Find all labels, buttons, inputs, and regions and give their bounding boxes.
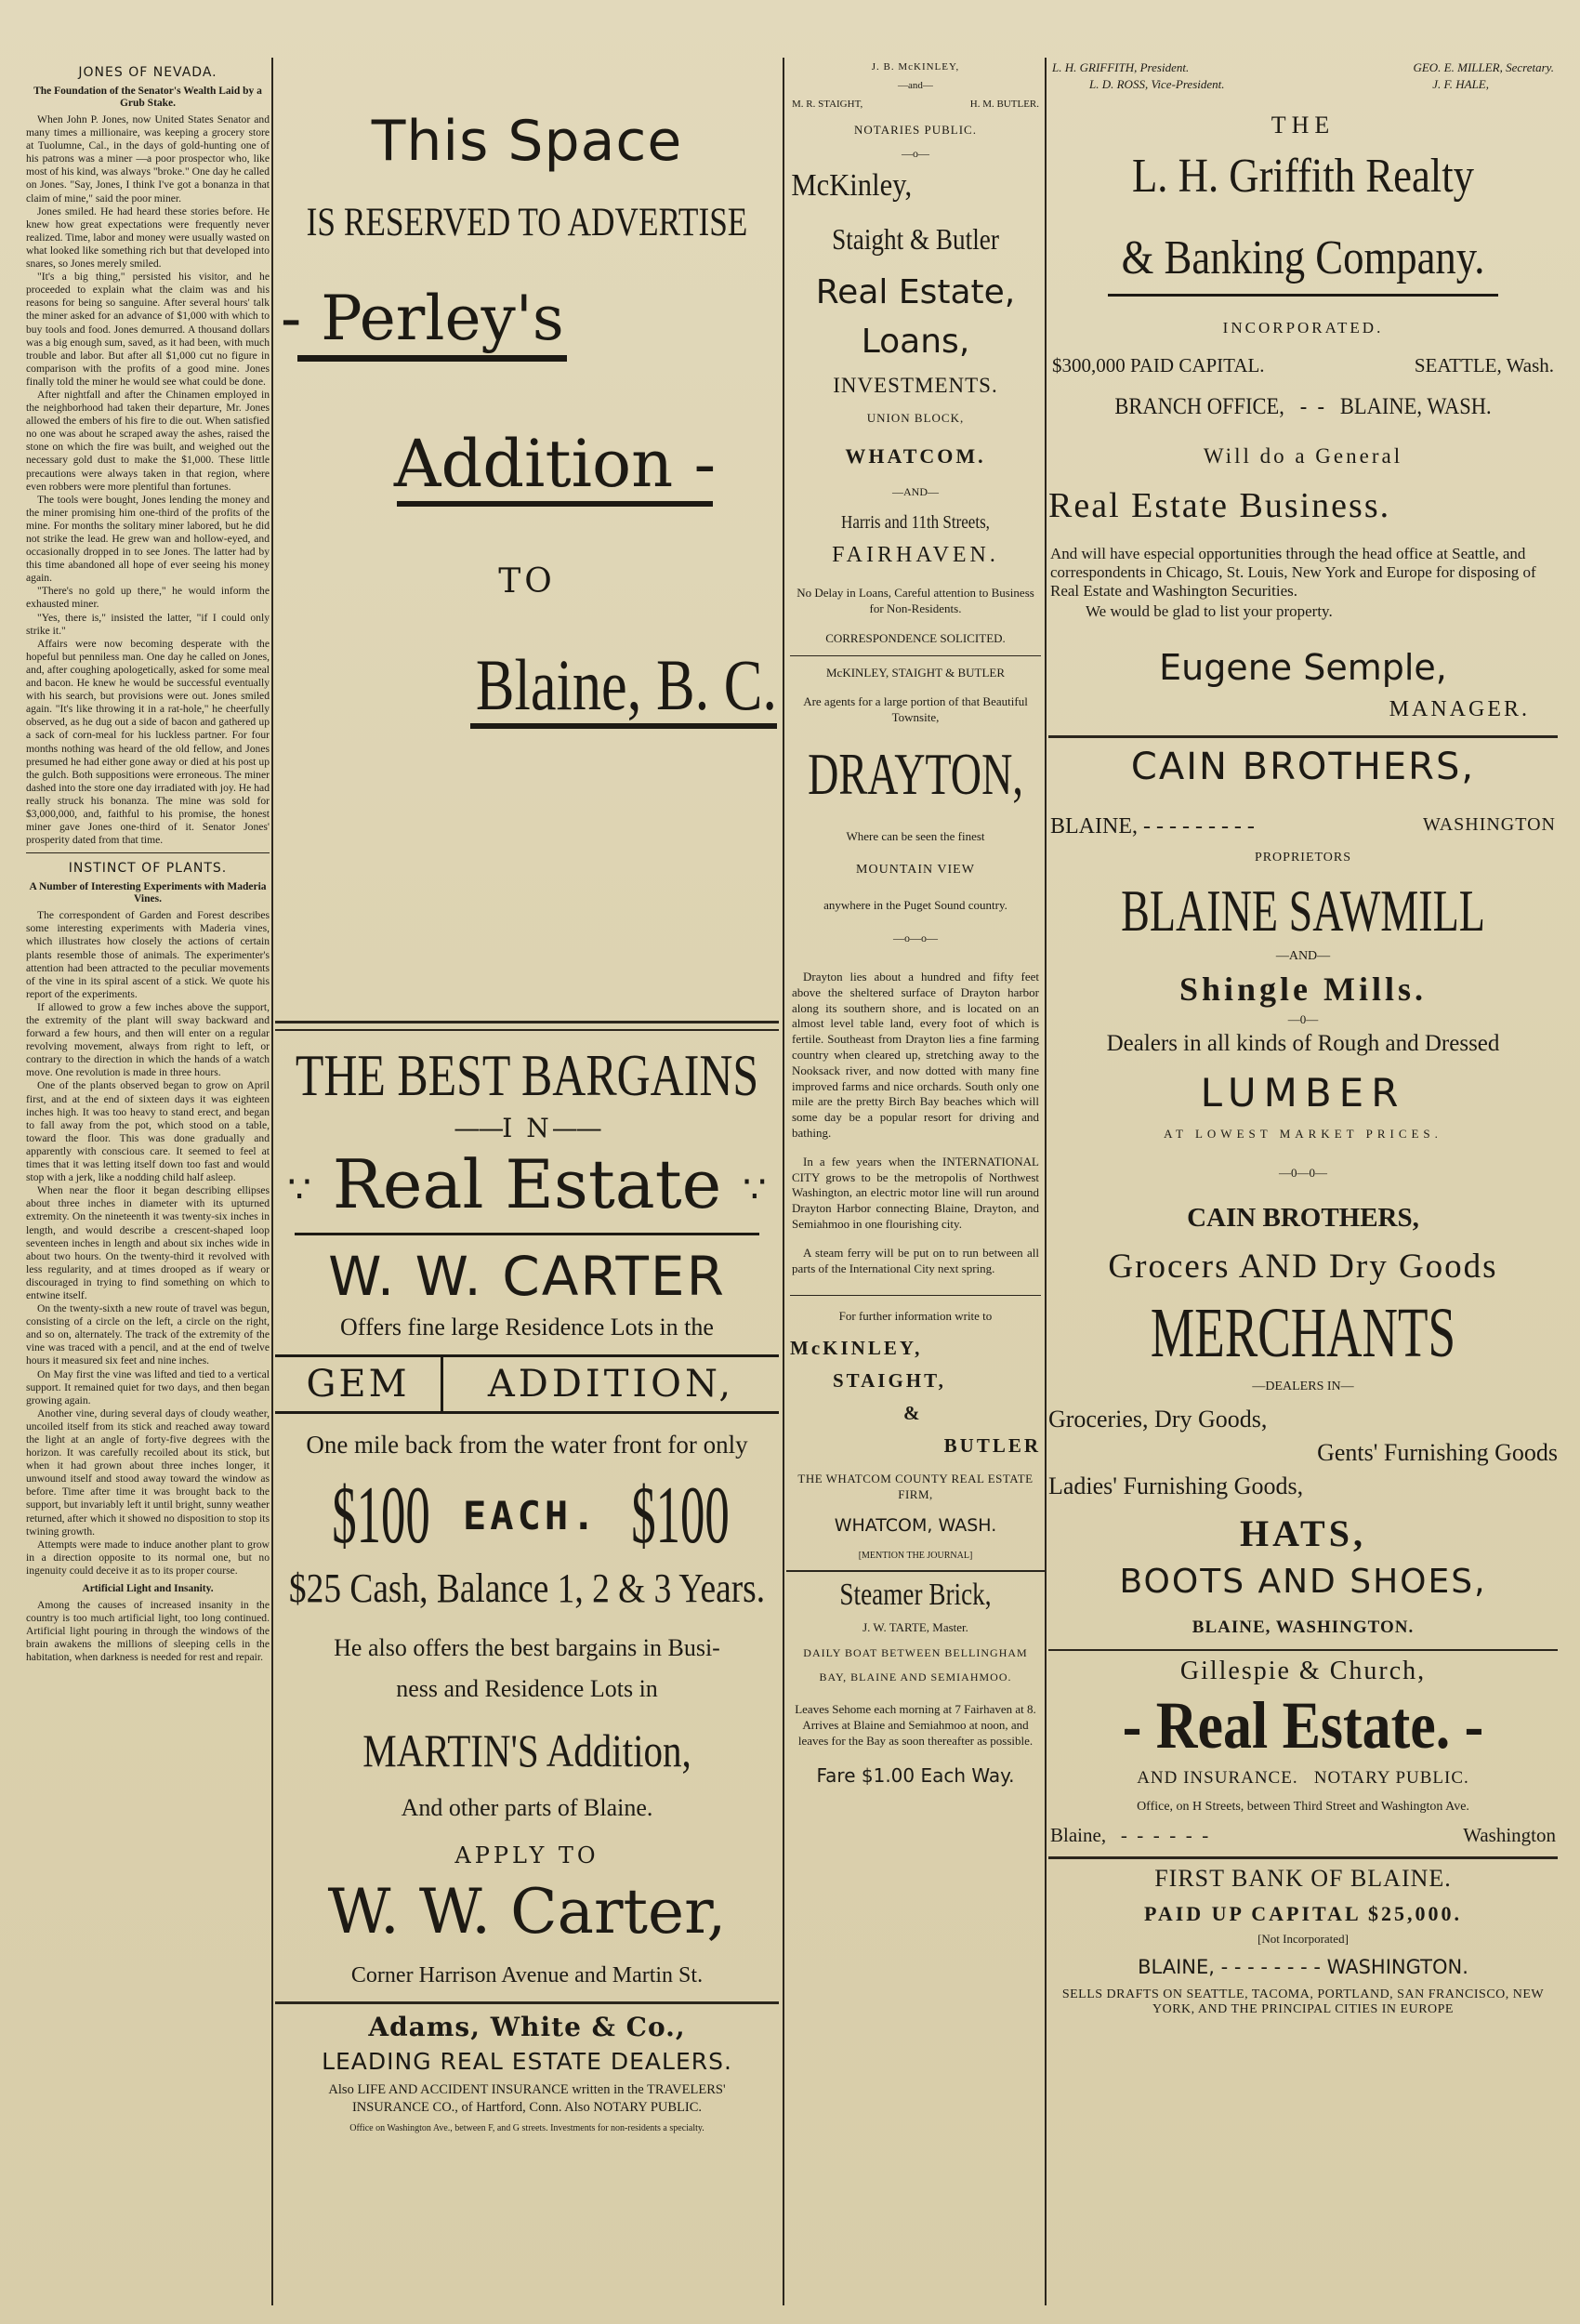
divider xyxy=(297,355,567,362)
divider xyxy=(1048,1649,1558,1651)
ad-text: Groceries, Dry Goods, xyxy=(1048,1406,1268,1433)
ad-heading: FAIRHAVEN. xyxy=(832,543,999,567)
ad-text: BLAINE, WASHINGTON. xyxy=(1192,1618,1415,1637)
ad-heading: Shingle Mills. xyxy=(1178,971,1428,1008)
ad-text: APPLY TO xyxy=(454,1842,599,1868)
paragraph: Among the causes of increased insanity in the country is too much artificial light, too long continued. Artificial light pouring in through the windows of the brain awakens the millions of sleeping cells in the habitation, when darkness is needed for rest and repair. xyxy=(26,1599,270,1664)
ad-heading: Eugene Semple, xyxy=(1159,647,1447,688)
carter-ad xyxy=(275,1042,779,1988)
ad-text: WASHINGTON xyxy=(1423,814,1556,835)
each-text: EACH. xyxy=(463,1493,599,1538)
ad-text: INCORPORATED. xyxy=(1222,319,1384,337)
ad-text: And other parts of Blaine. xyxy=(401,1794,653,1821)
ad-text: —AND— xyxy=(892,485,939,498)
ad-heading: L. H. Griffith Realty xyxy=(1131,150,1475,203)
ad-text-row xyxy=(1048,814,1558,839)
ad-text: In a few years when the INTERNATIONAL CITY grows to be the metropolis of Northwest Washington, an electric motor line will run around Drayton Harbor connecting Blaine, Drayton, and Semiahmoo in one flourishing city. xyxy=(792,1154,1039,1231)
divider xyxy=(1048,1856,1558,1859)
advert-column xyxy=(1048,58,1558,2305)
ad-text: He also offers the best bargains in Busi- xyxy=(334,1634,720,1661)
cain-brothers-ad xyxy=(1048,746,1558,1638)
ad-text: M. R. STAIGHT, xyxy=(792,99,863,110)
article-subhead: The Foundation of the Senator's Wealth Laid by a Grub Stake. xyxy=(33,86,262,109)
divider xyxy=(786,1570,1045,1572)
article-subhead: A Number of Interesting Experiments with Maderia Vines. xyxy=(29,881,267,905)
ad-heading: Harris and 11th Streets, xyxy=(841,512,990,533)
first-bank-ad xyxy=(1048,1865,1558,2017)
ad-heading: WHATCOM. xyxy=(845,444,986,468)
price-row xyxy=(275,1459,779,1563)
mckinley-ad xyxy=(786,61,1045,1561)
ornament-icon: ∵ xyxy=(743,1169,767,1211)
paragraph: One of the plants observed began to grow on April first, and at the end of sixteen days it was eighteen inches high. It was too heavy to stand erect, and began to fall away from the pot, which stood on a table, toward the floor. This was done gradually and apparently with conscious care. It seemed to feel at times that it was letting itself down too fast and would stop with a jerk, like a nodding child half asleep. xyxy=(26,1079,270,1184)
paragraph: "It's a big thing," persisted his visitor, and he proceeded to explain what the claim was and his reasons for being so sanguine. After several hours' talk the miner asked for an advance of $1,000 with which to buy tools and food. Jones demurred. A thousand dollars was a big enough sum, saved, as it had been, with much trouble and labor. But after all $1,000 cut no figure in comparison with the profits of a good mine. Jones finally told the miner he would see what could be done. xyxy=(26,271,270,388)
ad-heading: HATS, xyxy=(1240,1512,1366,1554)
news-column xyxy=(26,58,270,2305)
ornament-icon: ∵ xyxy=(287,1169,311,1211)
ad-heading: BLAINE, - - - - - - - - WASHINGTON. xyxy=(1138,1956,1468,1978)
ad-heading: LEADING REAL ESTATE DEALERS. xyxy=(322,2048,732,2075)
column-rule xyxy=(1045,58,1047,2305)
ad-heading: Fare $1.00 Each Way. xyxy=(816,1763,1015,1787)
ad-heading: Real Estate, xyxy=(815,273,1016,311)
ad-text: We would be glad to list your property. xyxy=(1086,602,1333,620)
ad-heading: Real Estate xyxy=(332,1145,722,1223)
ad-text: SELLS DRAFTS ON SEATTLE, TACOMA, PORTLAND, SAN FRANCISCO, NEW YORK, AND THE PRINCIPAL CITIES IN EUROPE xyxy=(1061,1987,1545,2016)
ad-text: Offers fine large Residence Lots in the xyxy=(340,1314,714,1340)
ad-text: —DEALERS IN— xyxy=(1252,1380,1354,1393)
ad-heading: BLAINE SAWMILL xyxy=(1121,878,1485,944)
ad-heading-wrap xyxy=(275,644,779,729)
divider xyxy=(295,1233,759,1235)
ad-heading: Grocers AND Dry Goods xyxy=(1108,1248,1498,1286)
ad-heading: & xyxy=(903,1402,920,1425)
ad-heading: Loans, xyxy=(861,323,970,361)
advert-column xyxy=(786,58,1045,2305)
ad-heading: CAIN BROTHERS, xyxy=(1187,1203,1419,1233)
ad-heading: Addition - xyxy=(393,426,717,502)
column-rule xyxy=(783,58,784,2305)
ad-heading: W. W. Carter, xyxy=(327,1876,727,1948)
ad-text: —o— xyxy=(902,147,929,160)
gillespie-church-ad xyxy=(1048,1657,1558,1847)
ad-heading: WHATCOM, WASH. xyxy=(834,1515,997,1537)
paragraph: When near the floor it began describing ellipses about three inches in diameter with its upturned extremity. On the nineteenth it was twenty-six inches in length, and would describe a crescent-shaped loop seventeen inches in length and about six inches wide in about two hours. On the twenty-third it revolved with less regularity, and at times drooped as if weary or discouraged in trying to find something on which to entwine itself. xyxy=(26,1184,270,1301)
ad-heading: - Perley's xyxy=(281,283,564,354)
perleys-addition-ad xyxy=(275,58,779,1015)
ad-text: Also LIFE AND ACCIDENT INSURANCE written in the TRAVELERS' xyxy=(328,2082,726,2097)
paragraph: The tools were bought, Jones lending the money and the miner promising him one-third of the profits of the mine. For months the solitary miner labored, but he did not strike the lead. He grew wan and hollow-eyed, and occasionally dropped in to see Jones. The latter had by this time abandoned all hope of ever seeing his money again. xyxy=(26,493,270,585)
ad-text: J. B. McKINLEY, xyxy=(871,61,960,73)
ad-text: [MENTION THE JOURNAL] xyxy=(858,1551,973,1562)
ad-terms: $25 Cash, Balance 1, 2 & 3 Years. xyxy=(288,1565,766,1611)
paragraph: When John P. Jones, now United States Senator and many times a millionaire, was keeping a grocery store at Tuolumne, Cal., in the days of gold-hunting one of his patrons was a miner —a poor prospector who, like most of his kind, was always "broke." One day he called on Jones. "Say, Jones, I think I've got a bonanza in that claim of mine," said the poor miner. xyxy=(26,113,270,205)
ad-text-row xyxy=(1048,354,1558,377)
ad-heading-wrap xyxy=(275,427,779,507)
ad-text: Leaves Sehome each morning at 7 Fairhaven at 8. Arrives at Blaine and Semiahmoo at noon, and leaves for the Bay as soon thereafter as possible. xyxy=(795,1702,1036,1748)
ad-text-row xyxy=(786,99,1045,110)
ad-text: —o—o— xyxy=(893,931,938,944)
ad-text: Are agents for a large portion of that Beautiful Townsite, xyxy=(803,694,1028,724)
divider xyxy=(1048,735,1558,738)
ad-heading: STAIGHT, xyxy=(833,1369,946,1393)
ad-heading: & Banking Company. xyxy=(1121,231,1485,284)
article-body xyxy=(26,1599,270,1664)
ad-heading: TO xyxy=(498,562,556,601)
paragraph: On May first the vine was lifted and tied to a vertical support. It remained quiet for two days, and then began growing again. xyxy=(26,1367,270,1406)
ad-heading: FIRST BANK OF BLAINE. xyxy=(1154,1865,1452,1892)
advert-column xyxy=(275,58,779,2305)
ad-text: Blaine, - - - - - - xyxy=(1050,1824,1209,1846)
ad-text: [Not Incorporated] xyxy=(1257,1932,1349,1946)
paragraph: Jones smiled. He had heard these stories before. He knew how great expectations were frequently never realized. Time, labor and money were usually wasted on what looked like something rich but that developed into snares, so Jones merely smiled. xyxy=(26,205,270,271)
ad-heading: - Real Estate. - xyxy=(1122,1688,1484,1763)
ad-text: AT LOWEST MARKET PRICES. xyxy=(1164,1127,1442,1141)
ad-text: DAILY BOAT BETWEEN BELLINGHAM BAY, BLAINE AND SEMIAHMOO. xyxy=(803,1646,1028,1684)
ad-text: A steam ferry will be put on to run between all parts of the International City next spring. xyxy=(792,1245,1039,1275)
ad-heading: Staight & Butler xyxy=(832,222,999,256)
ad-heading: BUTLER xyxy=(943,1434,1041,1458)
gem-addition-box xyxy=(275,1354,779,1414)
article-headline: INSTINCT OF PLANTS. xyxy=(68,861,228,877)
divider xyxy=(275,1021,779,1023)
ad-text: Washington xyxy=(1463,1824,1556,1846)
ad-heading-row xyxy=(275,1145,779,1229)
ad-text: PROPRIETORS xyxy=(1254,851,1352,865)
paragraph: If allowed to grow a few inches above the support, the extremity of the plant will sway backward and forward a few hours, and then will enter on a regular revolving movement, always from right to left, or contrary to the direction in which the hands of a watch move. One revolution is made in three hours. xyxy=(26,1000,270,1079)
ad-text: —0—0— xyxy=(1279,1166,1327,1180)
adams-white-ad xyxy=(275,2012,779,2133)
ad-text: Where can be seen the finest xyxy=(846,829,985,843)
article-headline: JONES OF NEVADA. xyxy=(78,65,217,80)
ad-text: $300,000 PAID CAPITAL. xyxy=(1052,354,1265,376)
ad-heading: MARTIN'S Addition, xyxy=(362,1724,691,1776)
ad-heading: McKINLEY, xyxy=(790,1337,923,1360)
paragraph: Another vine, during several days of cloudy weather, uncoiled itself from its stick and reached away toward the light at an angle of forty-five degrees with the horizon. It was carefully recoiled about its stick, but when it had grown about three inches longer, it unwound itself and stood away toward the window as before. Time after time it was brought back to the support, but invariably left it until bright, sunny weather returned, after which it showed no disposition to stop its twining growth. xyxy=(26,1406,270,1538)
ad-text: anywhere in the Puget Sound country. xyxy=(823,898,1007,912)
divider xyxy=(790,655,1041,656)
ad-text: —and— xyxy=(898,80,933,91)
article-body xyxy=(26,909,270,1578)
ad-text: H. M. BUTLER. xyxy=(969,99,1039,110)
ad-text: Gents' Furnishing Goods xyxy=(1317,1439,1558,1466)
ad-text: UNION BLOCK, xyxy=(866,411,965,425)
officer: GEO. E. MILLER, Secretary. xyxy=(1413,60,1554,74)
divider xyxy=(790,1295,1041,1296)
paragraph: Affairs were now becoming desperate with the hopeful but penniless man. One day he called on Jones, and, after coughing apologetically, asked for some meal and bacon. He knew he would be successful eventually with his search, but provisions were out. Jones smiled again. "It's like throwing it in a rat-hole," he cheerfully observed, as he dug out a side of bacon and gathered up a sack of corn-meal for his luckless partner. For four months nothing was heard of the old fellow, and Jones presumed he had either gone away or died at his post up the gulch. Both suppositions were erroneous. The miner dashed into the store one day irradiated with joy. He had really struck his bonanza. The mine was sold for $3,000,000, and, faithful to his promise, the honest miner gave Jones one-third of it. Senator Jones' prosperity dated from that time. xyxy=(26,637,270,847)
officer: L. D. ROSS, Vice-President. xyxy=(1089,77,1225,91)
article-body xyxy=(26,113,270,847)
ad-heading: IS RESERVED TO ADVERTISE xyxy=(306,201,748,244)
ad-heading: INVESTMENTS. xyxy=(833,374,998,397)
divider xyxy=(275,1029,779,1031)
ad-heading: Gillespie & Church, xyxy=(1179,1657,1427,1685)
ad-text: INSURANCE CO., of Hartford, Conn. Also NOTARY PUBLIC. xyxy=(351,2100,703,2115)
ad-heading: Adams, White & Co., xyxy=(368,2012,686,2042)
ad-heading: W. W. CARTER xyxy=(328,1245,726,1308)
officers-right xyxy=(1413,59,1554,93)
in-text: I N xyxy=(502,1113,552,1143)
column-rule xyxy=(271,58,273,2305)
ad-text: Dealers in all kinds of Rough and Dressed xyxy=(1106,1031,1500,1056)
ad-heading: BOOTS AND SHOES, xyxy=(1119,1563,1487,1601)
ad-text: MOUNTAIN VIEW xyxy=(856,863,975,877)
divider xyxy=(26,852,270,853)
ad-heading: Real Estate Business. xyxy=(1048,486,1391,525)
ad-text: —0— xyxy=(1287,1012,1319,1026)
ad-subheading: ——I N—— xyxy=(454,1113,600,1143)
ad-text: —AND— xyxy=(1275,949,1331,963)
ad-text: BRANCH OFFICE, - - BLAINE, WASH. xyxy=(1114,394,1492,419)
ad-text: For further information write to xyxy=(838,1309,993,1324)
ad-text: AND INSURANCE. NOTARY PUBLIC. xyxy=(1137,1768,1469,1788)
ad-heading: DRAYTON, xyxy=(808,741,1023,807)
ad-text: CORRESPONDENCE SOLICITED. xyxy=(825,631,1006,645)
griffith-ad xyxy=(1048,59,1558,722)
ad-heading: McKinley, xyxy=(791,168,913,203)
officers-row xyxy=(1048,59,1558,93)
ad-heading: MERCHANTS xyxy=(1150,1294,1456,1372)
gem-text: GEM xyxy=(275,1357,443,1411)
paragraph: Attempts were made to induce another plant to grow in a direction opposite to its normal one, but no ingenuity could deceive it as to its proper course. xyxy=(26,1538,270,1577)
ad-text-row xyxy=(1048,1824,1558,1847)
ad-text: Corner Harrison Avenue and Martin St. xyxy=(350,1963,704,1987)
ad-text: MANAGER. xyxy=(1389,697,1530,721)
ad-heading-wrap xyxy=(275,283,779,362)
ad-heading: PAID UP CAPITAL $25,000. xyxy=(1144,1902,1462,1925)
ad-text: And will have especial opportunities through the head office at Seattle, and correspondents in Chicago, St. Louis, New York and Europe for disposing of Real Estate and Washington Securities. xyxy=(1050,545,1536,600)
divider xyxy=(1108,294,1498,297)
ad-text: Will do a General xyxy=(1203,444,1403,468)
paragraph: "There's no gold up there," he would inform the exhausted miner. xyxy=(26,585,270,611)
ad-text: Drayton lies about a hundred and fifty feet above the sheltered surface of Drayton harbor along its southern shore, and is located on an almost level table land, every foot of which is fertile. Southeast from Drayton lies a fine farming country when cleared up, stretching away to the Nooksack river, and now dotted with many fine improved farms and nice orchards. South only one mile are the pretty Birch Bay beaches which will some day be a popular resort for driving and bathing. xyxy=(792,970,1039,1140)
ad-heading: Blaine, B. C. xyxy=(475,644,777,725)
ad-text: Office on Washington Ave., between F, and G streets. Investments for non-residents a specialty. xyxy=(349,2123,704,2133)
ad-text: Ladies' Furnishing Goods, xyxy=(1048,1472,1304,1499)
price-left: $100 xyxy=(332,1471,430,1561)
ad-text: THE WHATCOM COUNTY REAL ESTATE FIRM, xyxy=(797,1472,1034,1502)
ad-heading: THE BEST BARGAINS xyxy=(295,1042,759,1108)
addition-text: ADDITION, xyxy=(487,1363,735,1406)
ad-text: ness and Residence Lots in xyxy=(396,1675,658,1702)
officer: L. H. GRIFFITH, President. xyxy=(1052,60,1190,74)
ad-text: THE xyxy=(1271,112,1336,139)
ad-text: Office, on H Streets, between Third Street and Washington Ave. xyxy=(1137,1800,1469,1814)
ad-heading: This Space xyxy=(371,109,683,174)
ad-text: J. W. TARTE, Master. xyxy=(862,1620,968,1635)
paragraph: "Yes, there is," insisted the latter, "if I could only strike it." xyxy=(26,611,270,637)
ad-heading: Steamer Brick, xyxy=(839,1578,992,1613)
ad-text: No Delay in Loans, Careful attention to Business for Non-Residents. xyxy=(797,586,1034,615)
divider xyxy=(275,2001,779,2004)
ad-text: SEATTLE, Wash. xyxy=(1414,354,1554,376)
article-subhead: Artificial Light and Insanity. xyxy=(82,1583,214,1595)
ad-heading: CAIN BROTHERS, xyxy=(1130,746,1476,788)
paragraph: After nightfall and after the Chinamen employed in the neighborhood had taken their departure, Mr. Jones allowed the embers of his fire to die out. When satisfied no one was about he scraped away the ashes, raised the stone on which the fire was built, and weighed out the necessary gold dust to make the $1,000. These little precautions were always taken in that region, where even robbers were more plentiful than fortunes. xyxy=(26,388,270,493)
ad-text: BLAINE, - - - - - - - - - xyxy=(1050,814,1255,838)
ad-text: McKINLEY, STAIGHT & BUTLER xyxy=(825,666,1006,680)
paragraph: The correspondent of Garden and Forest describes some interesting experiments with Maderia vines, which illustrates how closely the actions of certain plants resemble those of animals. The experimenter's attention had been attracted to the peculiar movements of the vine in its spiral ascent of a stick. We quote his report of the experiments. xyxy=(26,909,270,1000)
ad-text: One mile back from the water front for only xyxy=(306,1431,748,1459)
steamer-brick-ad xyxy=(786,1578,1045,1786)
price-right: $100 xyxy=(631,1471,731,1561)
officers-left xyxy=(1052,59,1225,93)
officer: J. F. HALE, xyxy=(1432,77,1489,91)
ad-heading: LUMBER xyxy=(1200,1070,1406,1116)
paragraph: On the twenty-sixth a new route of travel was begun, consisting of a circle on the left, a circle on the right, and so on, alternately. The track of the extremity of the vine was traced with a pencil, and at the end of twelve hours it measured six feet and nine inches. xyxy=(26,1302,270,1367)
ad-text: NOTARIES PUBLIC. xyxy=(854,123,977,137)
